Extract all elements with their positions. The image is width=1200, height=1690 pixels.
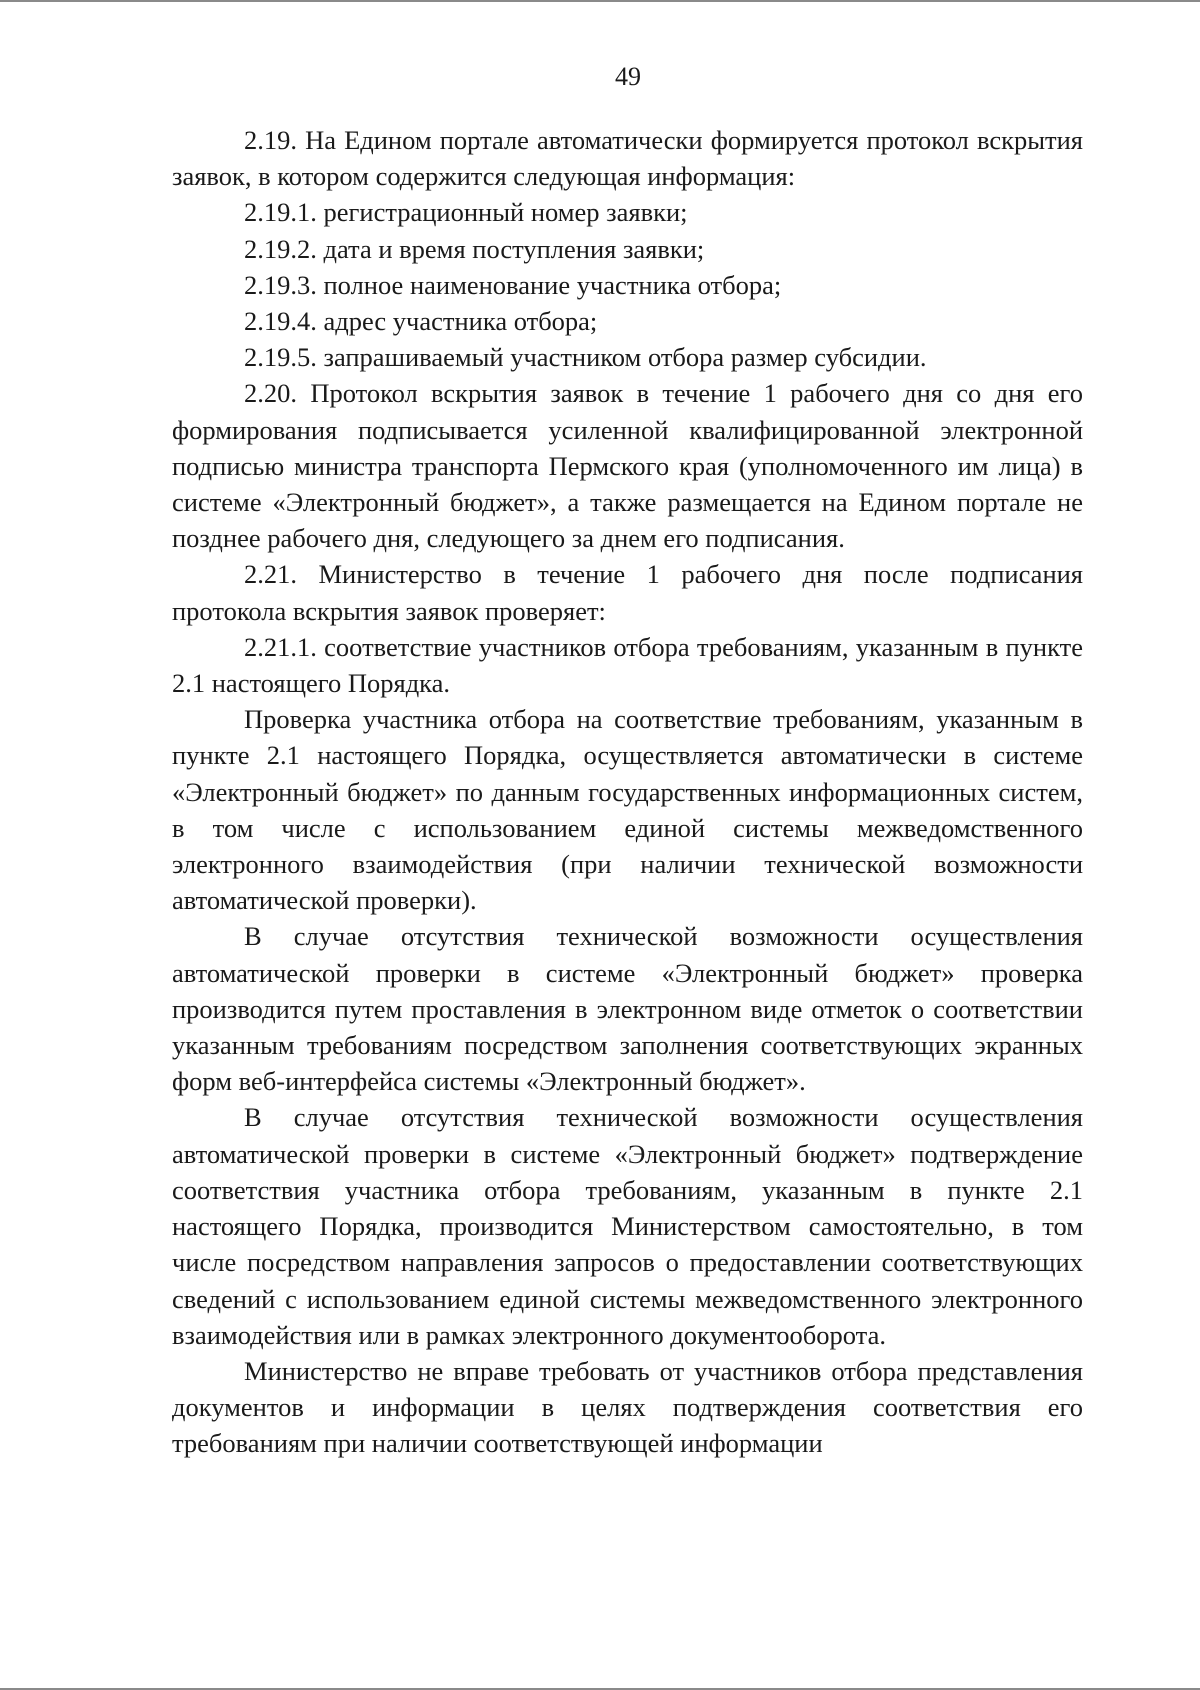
paragraph-ministry-check: В случае отсутствия технической возможности осуществления автоматической проверки в системе «Электронный бюджет» подтверждение соответствия участника отбора требованиям, указанным в пункте 2.1 настоящего Порядка, производится Министерством самостоятельно, в том числе посредством направления запросов о предоставлении соответствующих сведений с использованием единой системы межведомственного электронного взаимодействия или в рамках электронного документооборота. [172,1102,1083,1350]
list-item-2-21-1: 2.21.1. соответствие участников отбора требованиям, указанным в пункте 2.1 настоящего Порядка. [172,631,1083,699]
paragraph-2-19: 2.19. На Едином портале автоматически формируется протокол вскрытия заявок, в котором содержится следующая информация: [172,125,1083,192]
list-item-2-19-3: 2.19.3. полное наименование участника отбора; [244,269,782,300]
paragraph-2-20: 2.20. Протокол вскрытия заявок в течение 1 рабочего дня со дня его формирования подписывается усиленной квалифицированной электронной подписью министра транспорта Пермского края (уполномоченного им лица) в системе «Электронный бюджет», а также размещается на Едином портале не позднее рабочего дня, следующего за днем его подписания. [172,378,1083,554]
list-item-2-19-2: 2.19.2. дата и время поступления заявки; [244,233,705,264]
list-item-2-19-4: 2.19.4. адрес участника отбора; [244,306,598,337]
paragraph-2-21: 2.21. Министерство в течение 1 рабочего дня после подписания протокола вскрытия заявок проверяет: [172,559,1083,626]
scan-edge-top [0,0,1200,2]
paragraph-ministry-restriction: Министерство не вправе требовать от участников отбора представления документов и информации в целях подтверждения соответствия его требованиям при наличии соответствующей информации [172,1355,1083,1459]
document-body [172,122,1083,1462]
list-item-2-19-1: 2.19.1. регистрационный номер заявки; [244,197,688,228]
list-item-2-19-5: 2.19.5. запрашиваемый участником отбора размер субсидии. [244,342,927,373]
page-number: 49 [615,62,641,91]
paragraph-manual-check: В случае отсутствия технической возможности осуществления автоматической проверки в системе «Электронный бюджет» проверка производится путем проставления в электронном виде отметок о соответствии указанным требованиям посредством заполнения соответствующих экранных форм веб-интерфейса системы «Электронный бюджет». [172,921,1083,1097]
paragraph-verification: Проверка участника отбора на соответствие требованиям, указанным в пункте 2.1 настоящего Порядка, осуществляется автоматически в системе «Электронный бюджет» по данным государственных информационных систем, в том числе с использованием единой системы межведомственного электронного взаимодействия (при наличии технической возможности автоматической проверки). [172,704,1083,916]
